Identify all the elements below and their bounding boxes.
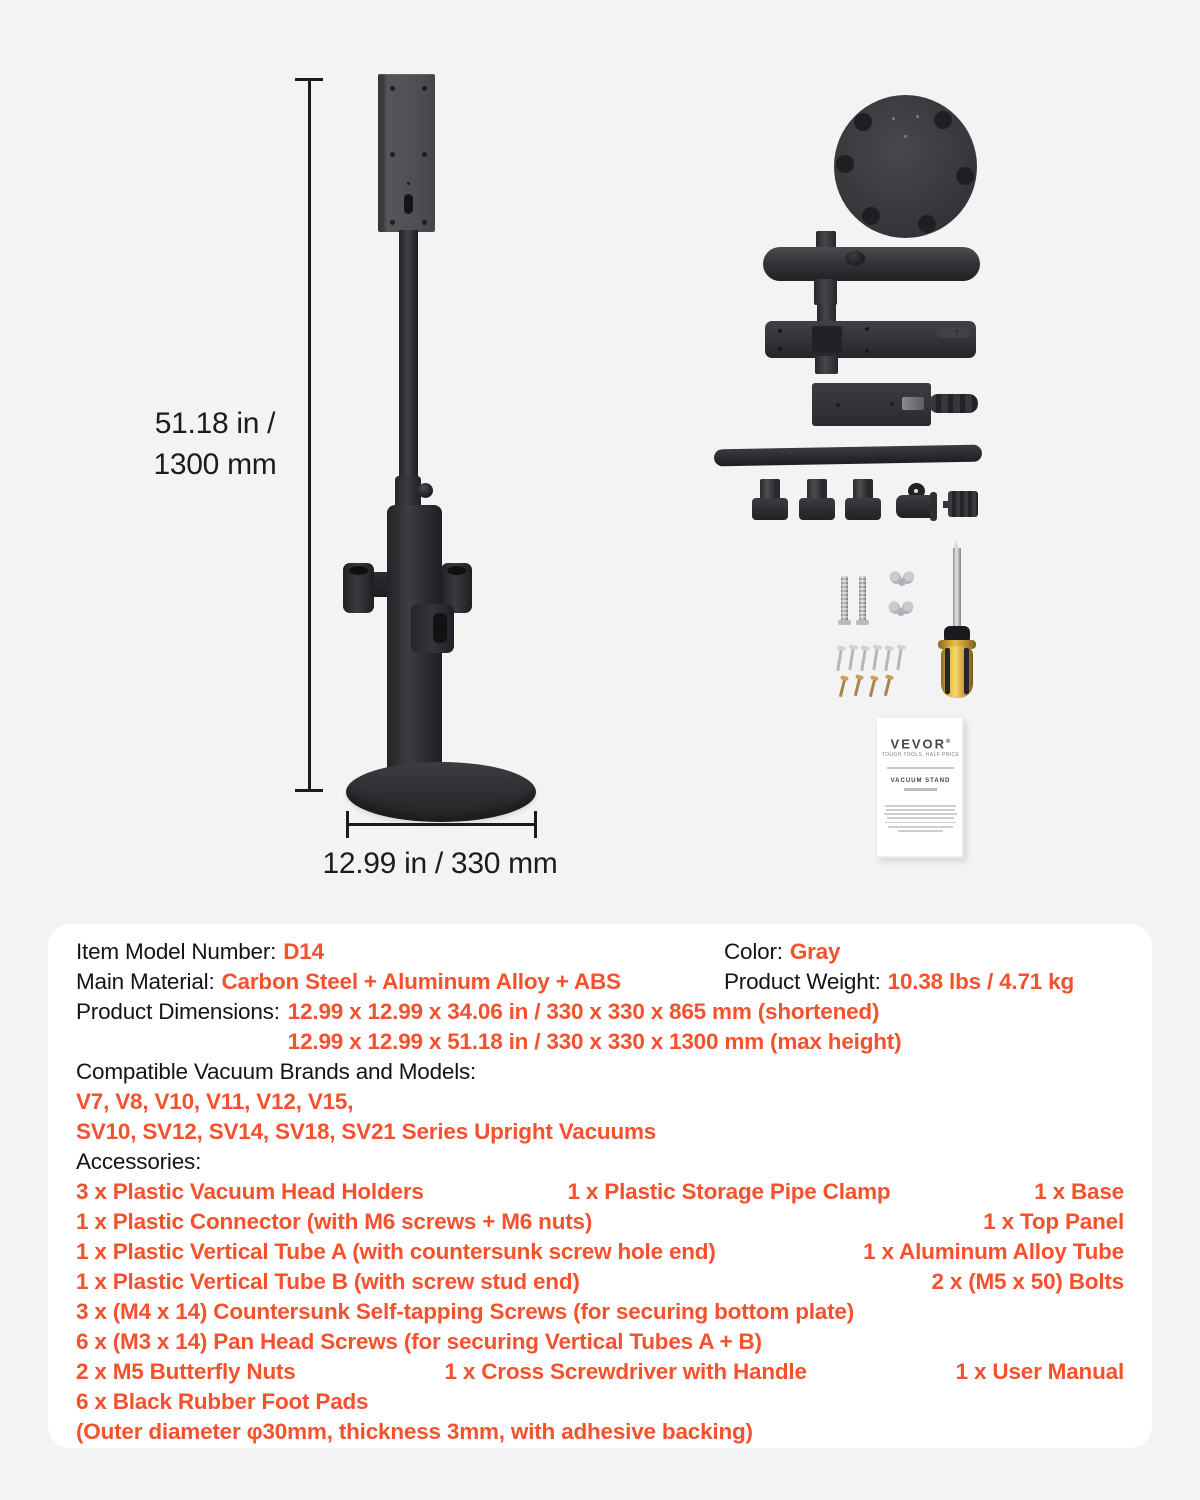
spec-value: Gray [789, 939, 841, 964]
top-panel-stub [929, 394, 978, 413]
spec-cell [76, 967, 724, 997]
spec-cell [724, 937, 1124, 967]
tube-b-screw-hole [865, 327, 869, 331]
rubber-foot-pad [836, 155, 854, 173]
accessory-item: 1 x Plastic Vertical Tube B (with screw stud end) [76, 1269, 580, 1294]
tube-b-screw-hole [778, 329, 782, 333]
plate-hole [422, 152, 427, 157]
base-screw-dot [904, 135, 907, 138]
brand-text: VEVOR [890, 736, 947, 752]
countersunk-screw [884, 678, 891, 696]
holder-stub [853, 479, 873, 500]
plate-slot [404, 194, 413, 214]
accessory-item: 1 x User Manual [955, 1359, 1124, 1384]
base-screw-dot [892, 117, 895, 120]
spec-value: 10.38 lbs / 4.71 kg [887, 969, 1074, 994]
stand-upper-pole [399, 230, 418, 482]
manual-text-line [886, 809, 956, 811]
stand-pipe-clamp [411, 604, 454, 653]
countersunk-screw [869, 679, 876, 697]
holder-stub [760, 479, 780, 500]
vacuum-head-holder-part [752, 479, 788, 520]
dimension-values [288, 997, 902, 1057]
storage-pipe-clamp-part [896, 483, 937, 518]
pan-head-screw [872, 648, 878, 670]
butterfly-nut [888, 601, 914, 619]
tube-b-screw-hole [865, 349, 869, 353]
manual-text-line [898, 830, 943, 832]
top-panel-hole [836, 403, 840, 407]
width-dimension-label: 12.99 in / 330 mm [322, 847, 558, 880]
dimension-value-shortened: 12.99 x 12.99 x 34.06 in / 330 x 330 x 865 mm (shortened) [287, 999, 880, 1024]
manual-text-line [885, 805, 956, 807]
countersunk-screw [839, 679, 846, 697]
spec-label: Color: [724, 939, 783, 964]
aluminum-alloy-tube-part [714, 445, 982, 467]
tube-a-knob [845, 251, 865, 266]
handle-stripe [964, 648, 969, 694]
butterfly-nut [889, 571, 915, 589]
accessory-row [76, 1297, 1124, 1327]
nut-center [898, 578, 906, 586]
height-dimension-label [85, 403, 345, 485]
spec-label: Product Dimensions: [76, 999, 280, 1024]
spec-label: Item Model Number: [76, 939, 277, 964]
manual-text-line [888, 826, 952, 828]
tube-b-screw-hole [778, 347, 782, 351]
pan-head-screw [860, 649, 866, 671]
accessory-item: 1 x Base [1034, 1179, 1124, 1204]
plate-hole [422, 220, 427, 225]
manual-tagline: TOUGH TOOLS, HALF PRICE [881, 752, 960, 759]
base-plate-underside-part [834, 95, 977, 238]
accessory-row [76, 1357, 1124, 1387]
height-dim-tick-bottom [295, 789, 323, 792]
accessory-item: 1 x Cross Screwdriver with Handle [444, 1359, 807, 1384]
registered-mark: ® [946, 739, 951, 745]
m5-bolt [859, 576, 866, 623]
vertical-tube-b-part [765, 321, 976, 358]
stand-holder-cup-left [343, 563, 374, 613]
width-dim-line [347, 823, 537, 826]
pan-head-screw [884, 649, 890, 671]
manual-text-line [884, 813, 956, 815]
accessory-row [76, 1387, 1124, 1417]
tube-b-bottom-stub [815, 356, 838, 374]
clamp-flange [930, 492, 937, 521]
base-screw-dot [916, 115, 919, 118]
stand-round-base [346, 762, 536, 822]
accessories-label: Accessories: [76, 1149, 202, 1174]
plate-hole [422, 86, 427, 91]
spec-cell [724, 967, 1124, 997]
pan-head-screw [836, 649, 842, 671]
accessory-item: (Outer diameter φ30mm, thickness 3mm, with adhesive backing) [76, 1419, 753, 1444]
accessory-row [76, 1327, 1124, 1357]
rubber-foot-pad [956, 167, 974, 185]
vertical-tube-a-part [763, 247, 980, 281]
manual-text-line [887, 767, 953, 769]
accessory-item: 1 x Plastic Storage Pipe Clamp [567, 1179, 891, 1204]
accessory-item: 2 x (M5 x 50) Bolts [931, 1269, 1124, 1294]
plate-pin-hole [407, 182, 410, 185]
accessory-item: 6 x Black Rubber Foot Pads [76, 1389, 369, 1414]
holder-cup-opening [349, 566, 368, 575]
accessory-row [76, 1177, 1124, 1207]
accessory-item: 1 x Plastic Connector (with M6 screws + M6 nuts) [76, 1209, 593, 1234]
accessory-item: 1 x Plastic Vertical Tube A (with countersunk screw hole end) [76, 1239, 716, 1264]
rubber-foot-pad [862, 207, 880, 225]
handle-stripe [945, 648, 950, 694]
holder-cup-opening [447, 566, 466, 575]
tube-b-connector-block [812, 326, 842, 353]
top-panel-latch [902, 397, 924, 410]
height-label-line1: 51.18 in / [154, 407, 276, 440]
plate-hole [390, 152, 395, 157]
pan-head-screw [896, 648, 902, 670]
manual-title: VACUUM STAND [890, 778, 951, 785]
m5-bolt [841, 576, 848, 623]
accessory-row [76, 1267, 1124, 1297]
spec-label: Main Material: [76, 969, 215, 994]
stand-mount-plate [378, 74, 435, 232]
pan-head-screw [848, 648, 854, 670]
holder-base [752, 498, 788, 520]
tube-a-bottom-stub [814, 279, 837, 305]
spec-value: D14 [283, 939, 324, 964]
plate-hole [390, 86, 395, 91]
accessory-item: 2 x M5 Butterfly Nuts [76, 1359, 296, 1384]
vacuum-head-holder-part [799, 479, 835, 520]
manual-text-line [885, 822, 956, 824]
countersunk-screw [854, 678, 861, 696]
spec-row-material-weight [76, 967, 1124, 997]
spec-value: Carbon Steel + Aluminum Alloy + ABS [221, 969, 621, 994]
compatible-models-line1: V7, V8, V10, V11, V12, V15, [76, 1089, 354, 1114]
accessory-item: 1 x Top Panel [983, 1209, 1124, 1234]
manual-paragraph [877, 805, 964, 832]
accessory-item: 3 x (M4 x 14) Countersunk Self-tapping Screws (for securing bottom plate) [76, 1299, 855, 1324]
user-manual [877, 718, 964, 858]
holder-stub [807, 479, 827, 500]
top-panel-hole [890, 402, 894, 406]
accessory-row [76, 1237, 1124, 1267]
spec-row-model-color [76, 937, 1124, 967]
nut-center [897, 608, 905, 616]
screwdriver-shaft [953, 548, 961, 630]
compatible-models-line2: SV10, SV12, SV14, SV18, SV21 Series Upright Vacuums [76, 1119, 657, 1144]
manual-model-line [904, 788, 937, 791]
plate-hole [390, 220, 395, 225]
dimension-value-max: 12.99 x 12.99 x 51.18 in / 330 x 330 x 1300 mm (max height) [287, 1029, 902, 1054]
manual-text-line [887, 817, 955, 819]
width-dim-tick-right [534, 811, 537, 838]
plastic-connector-part [948, 491, 978, 517]
accessory-row [76, 1207, 1124, 1237]
accessory-item: 3 x Plastic Vacuum Head Holders [76, 1179, 424, 1204]
stand-adjust-knob [418, 483, 433, 498]
pipe-clamp-slot [433, 613, 447, 643]
spec-cell [76, 937, 724, 967]
holder-base [845, 498, 881, 520]
rubber-foot-pad [918, 215, 936, 233]
accessory-row [76, 1417, 1124, 1447]
manual-brand [877, 736, 964, 750]
rubber-foot-pad [854, 113, 872, 131]
spec-label: Product Weight: [724, 969, 881, 994]
vacuum-head-holder-part [845, 479, 881, 520]
cross-screwdriver [938, 540, 976, 698]
top-panel-part [812, 383, 931, 426]
rubber-foot-pad [934, 111, 952, 129]
accessory-item: 1 x Aluminum Alloy Tube [863, 1239, 1124, 1264]
accessory-item: 6 x (M3 x 14) Pan Head Screws (for securing Vertical Tubes A + B) [76, 1329, 762, 1354]
tube-b-end-notch [936, 328, 970, 338]
spec-panel [48, 924, 1152, 1448]
height-label-line2: 1300 mm [153, 448, 277, 481]
holder-base [799, 498, 835, 520]
spec-row-dimensions [76, 997, 1124, 1057]
compatible-label: Compatible Vacuum Brands and Models: [76, 1059, 477, 1084]
